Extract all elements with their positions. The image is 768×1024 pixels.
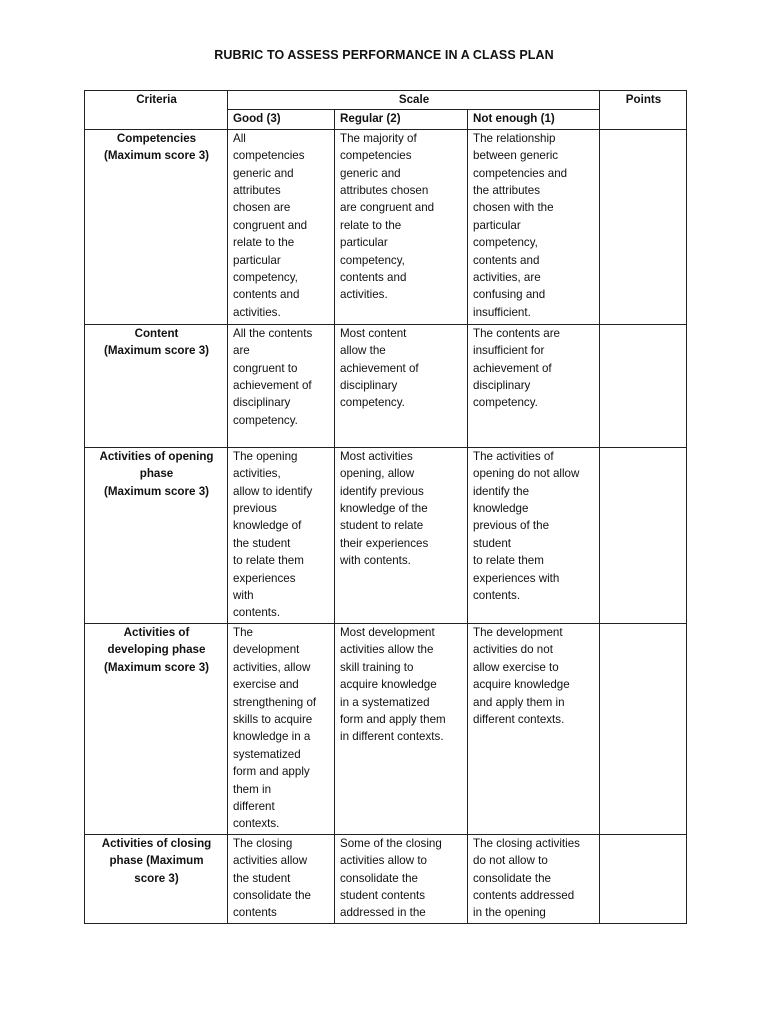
not-enough-cell: The contents are insufficient for achievement of disciplinary competency. — [468, 324, 600, 447]
good-cell: The closing activities allow the student consolidate the contents — [228, 834, 335, 923]
points-cell — [600, 447, 687, 623]
criterion-cell: Content (Maximum score 3) — [85, 324, 228, 447]
criterion-cell: Activities of closing phase (Maximum score 3) — [85, 834, 228, 923]
regular-header: Regular (2) — [335, 110, 468, 129]
table-row — [85, 129, 687, 324]
page-title: RUBRIC TO ASSESS PERFORMANCE IN A CLASS PLAN — [214, 48, 554, 62]
regular-cell: Some of the closing activities allow to consolidate the student contents addressed in the — [335, 834, 468, 923]
table-row — [85, 623, 687, 834]
criteria-header: Criteria — [85, 91, 228, 130]
header-row-main — [85, 91, 687, 110]
regular-cell: The majority of competencies generic and attributes chosen are congruent and relate to the particular competency, contents and activities. — [335, 129, 468, 324]
good-cell: The opening activities, allow to identify previous knowledge of the student to relate them experiences with contents. — [228, 447, 335, 623]
rubric-table — [84, 90, 687, 924]
not-enough-cell: The closing activities do not allow to consolidate the contents addressed in the opening — [468, 834, 600, 923]
points-cell — [600, 834, 687, 923]
regular-cell: Most content allow the achievement of disciplinary competency. — [335, 324, 468, 447]
criterion-cell: Competencies (Maximum score 3) — [85, 129, 228, 324]
points-cell — [600, 129, 687, 324]
good-cell: The development activities, allow exercise and strengthening of skills to acquire knowledge in a systematized form and apply them in different contexts. — [228, 623, 335, 834]
good-header: Good (3) — [228, 110, 335, 129]
not-enough-cell: The relationship between generic competencies and the attributes chosen with the particular competency, contents and activities, are confusing and insufficient. — [468, 129, 600, 324]
criterion-cell: Activities of opening phase (Maximum score 3) — [85, 447, 228, 623]
table-row — [85, 447, 687, 623]
good-cell: All competencies generic and attributes chosen are congruent and relate to the particular competency, contents and activities. — [228, 129, 335, 324]
points-cell — [600, 324, 687, 447]
regular-cell: Most development activities allow the skill training to acquire knowledge in a systematized form and apply them in different contexts. — [335, 623, 468, 834]
points-header: Points — [600, 91, 687, 130]
regular-cell: Most activities opening, allow identify previous knowledge of the student to relate their experiences with contents. — [335, 447, 468, 623]
scale-header: Scale — [228, 91, 600, 110]
not-enough-cell: The development activities do not allow exercise to acquire knowledge and apply them in different contexts. — [468, 623, 600, 834]
good-cell: All the contents are congruent to achievement of disciplinary competency. — [228, 324, 335, 447]
table-row — [85, 834, 687, 923]
not-enough-header: Not enough (1) — [468, 110, 600, 129]
table-row — [85, 324, 687, 447]
not-enough-cell: The activities of opening do not allow identify the knowledge previous of the student to relate them experiences with contents. — [468, 447, 600, 623]
points-cell — [600, 623, 687, 834]
criterion-cell: Activities of developing phase (Maximum score 3) — [85, 623, 228, 834]
